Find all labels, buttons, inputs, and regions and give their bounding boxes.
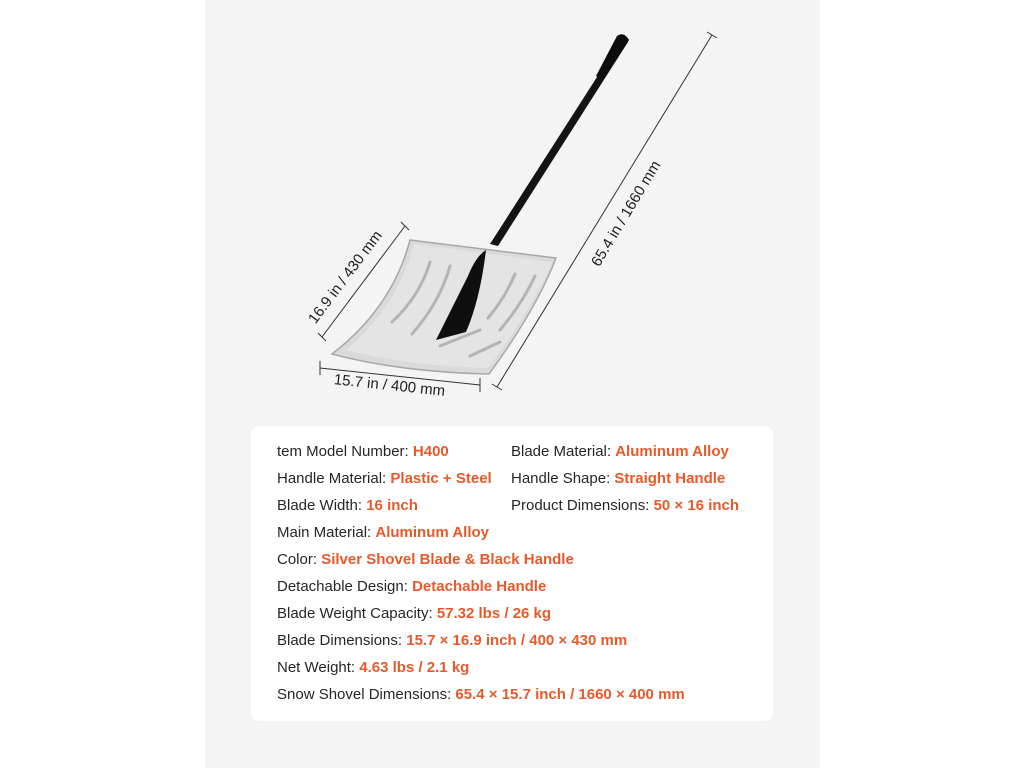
spec-handle-material: [277, 470, 492, 488]
spec-net-weight: [277, 659, 469, 677]
spec-value: 65.4 × 15.7 inch / 1660 × 400 mm: [455, 686, 685, 703]
spec-value: Straight Handle: [614, 470, 726, 487]
spec-blade-dimensions: [277, 632, 627, 650]
spec-value: 50 × 16 inch: [653, 497, 740, 514]
spec-label: Snow Shovel Dimensions:: [277, 686, 456, 703]
spec-value: Silver Shovel Blade & Black Handle: [321, 551, 574, 568]
spec-label: Blade Weight Capacity:: [277, 605, 437, 622]
spec-blade-width: [277, 497, 418, 515]
spec-label: Detachable Design:: [277, 578, 413, 595]
spec-model-number: [277, 443, 449, 461]
spec-label: Handle Shape:: [511, 470, 615, 487]
spec-color: [277, 551, 574, 569]
spec-label: Handle Material:: [277, 470, 391, 487]
blade-width-label: 15.7 in / 400 mm: [333, 371, 446, 400]
spec-product-dimensions: [511, 497, 739, 515]
spec-label: Blade Dimensions:: [277, 632, 407, 649]
spec-value: 4.63 lbs / 2.1 kg: [359, 659, 470, 676]
spec-blade-material: [511, 443, 729, 461]
spec-value: Aluminum Alloy: [375, 524, 489, 541]
spec-value: Aluminum Alloy: [615, 443, 729, 460]
blade-highlight: [346, 244, 552, 368]
spec-value: 16 inch: [366, 497, 418, 514]
spec-label: Product Dimensions:: [511, 497, 654, 514]
spec-detachable-design: [277, 578, 546, 596]
spec-weight-capacity: [277, 605, 551, 623]
spec-shovel-dimensions: [277, 686, 685, 704]
spec-label: Main Material:: [277, 524, 376, 541]
spec-value: Detachable Handle: [412, 578, 547, 595]
blade-height-label: 16.9 in / 430 mm: [304, 227, 386, 328]
spec-value: H400: [412, 443, 449, 460]
spec-label: tem Model Number:: [277, 443, 413, 460]
spec-handle-shape: [511, 470, 725, 488]
spec-label: Blade Width:: [277, 497, 367, 514]
spec-value: Plastic + Steel: [390, 470, 492, 487]
handle-grip: [596, 34, 629, 80]
spec-label: Blade Material:: [511, 443, 616, 460]
spec-label: Net Weight:: [277, 659, 360, 676]
spec-main-material: [277, 524, 489, 542]
spec-label: Color:: [277, 551, 322, 568]
spec-value: 15.7 × 16.9 inch / 400 × 430 mm: [406, 632, 628, 649]
total-length-label: 65.4 in / 1660 mm: [587, 157, 665, 270]
spec-value: 57.32 lbs / 26 kg: [436, 605, 552, 622]
